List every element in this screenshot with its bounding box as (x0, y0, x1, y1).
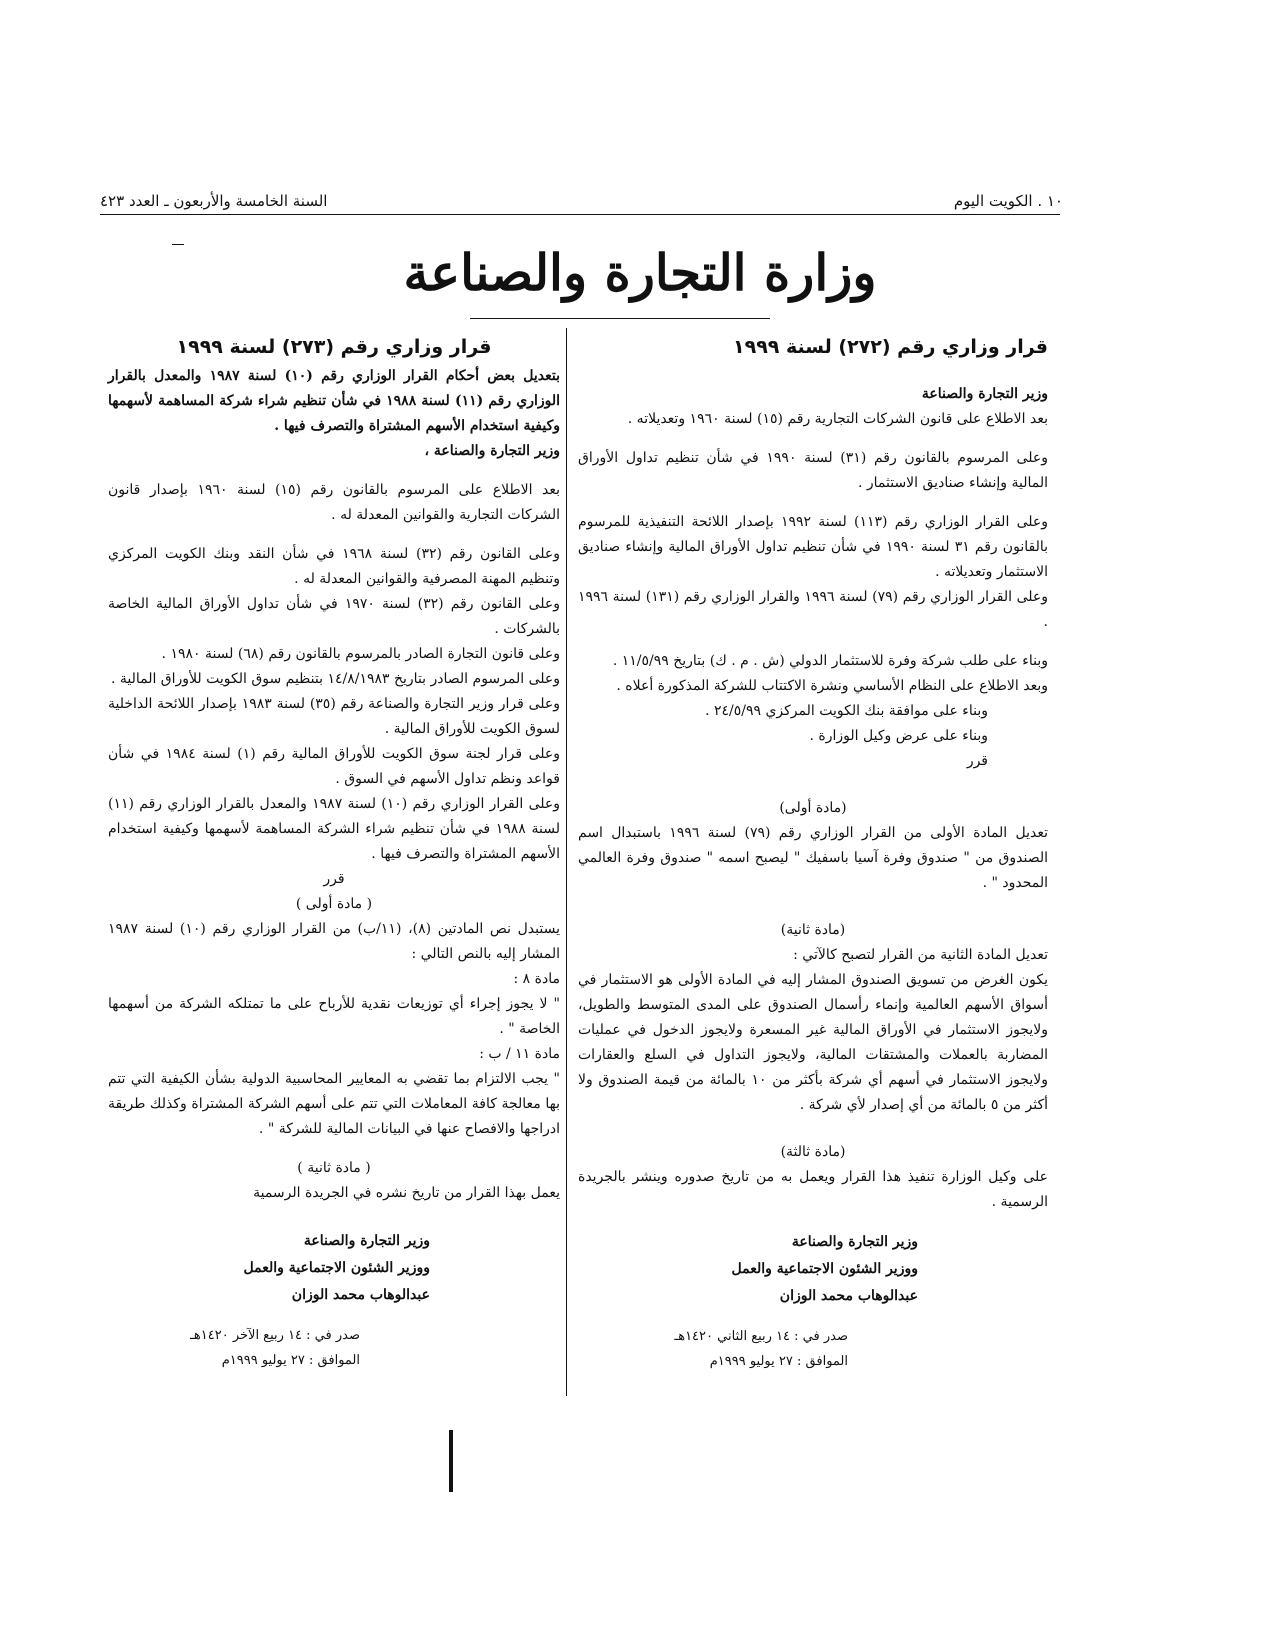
decree-272-decided: قرر (966, 753, 988, 769)
decree-273-article-11b: " يجب الالتزام بما تقضي به المعايير المحاسبية الدولية بشأن الكيفية التي تتم بها معالجة كافة المعاملات التي تتم على أسهم الشركة المشتراة وكذلك طريقة ادراجها والافصاح عنها في البيانات المالية للشركة " . (108, 1071, 560, 1137)
decree-273-signature-line-1: وزير التجارة والصناعة (303, 1233, 430, 1249)
gazette-page-header: ١٠ . الكويت اليوم (953, 192, 1063, 210)
margin-tick (172, 244, 184, 245)
decree-272-minister: وزير التجارة والصناعة (921, 386, 1048, 402)
decree-272-issue-date: صدر في : ١٤ ربيع الثاني ١٤٢٠هـ (674, 1329, 848, 1344)
decree-273-recital-7: وعلى قرار لجنة سوق الكويت للأوراق المالية رقم (١) لسنة ١٩٨٤ في شأن قواعد ونظم تداول الأسهم في السوق . (108, 746, 561, 787)
decree-273-signature-line-2: ووزير الشئون الاجتماعية والعمل (243, 1260, 430, 1276)
decree-273-recital-2: وعلى القانون رقم (٣٢) لسنة ١٩٦٨ في شأن النقد وبنك الكويت المركزي وتنظيم المهنة المصرفية والقوانين المعدلة له . (108, 546, 560, 587)
decree-273-recital-4: وعلى قانون التجارة الصادر بالمرسوم بالقانون رقم (٦٨) لسنة ١٩٨٠ . (161, 646, 560, 662)
decree-273-article-8: " لا يجوز إجراء أي توزيعات نقدية للأرباح على ما تمتلكه الشركة من أسهمها الخاصة " . (108, 996, 560, 1037)
decree-273-subtitle: بتعديل بعض أحكام القرار الوزاري رقم (١٠) لسنة ١٩٨٧ والمعدل بالقرار الوزاري رقم (١١) لسنة ١٩٨٨ في شأن تنظيم شراء شركة المساهمة لأسهمها وكيفية استخدام الأسهم المشتراة والتصرف فيها . (108, 368, 560, 434)
decree-272-recital-8: وبناء على عرض وكيل الوزارة . (809, 728, 988, 744)
decree-272-signature-line-1: وزير التجارة والصناعة (791, 1234, 918, 1250)
decree-272-recital-7: وبناء على موافقة بنك الكويت المركزي ٢٤/٥/٩٩ . (705, 703, 988, 719)
decree-272-title: قرار وزاري رقم (٢٧٢) لسنة ١٩٩٩ (733, 336, 1048, 358)
decree-272-article-2-heading: (مادة ثانية) (780, 922, 846, 938)
decree-272-article-1: تعديل المادة الأولى من القرار الوزاري رقم (٧٩) لسنة ١٩٩٦ باستبدال اسم الصندوق من " صندوق وفرة آسيا باسفيك " ليصبح اسمه " صندوق وفرة العالمي المحدود " . (578, 825, 1049, 891)
decree-272-recital-2: وعلى المرسوم بالقانون رقم (٣١) لسنة ١٩٩٠ في شأن تنظيم تداول الأوراق المالية وإنشاء صناديق الاستثمار . (578, 450, 1048, 491)
decree-272-gregorian-date: الموافق : ٢٧ يوليو ١٩٩٩م (709, 1354, 848, 1369)
decree-272-article-1-heading: (مادة أولى) (779, 800, 847, 816)
decree-272-recital-4: وعلى القرار الوزاري رقم (٧٩) لسنة ١٩٩٦ والقرار الوزاري رقم (١٣١) لسنة ١٩٩٦ . (578, 589, 1048, 630)
decree-272-article-2: يكون الغرض من تسويق الصندوق المشار إليه في المادة الأولى هو الاستثمار في أسواق الأسهم العالمية وإنماء رأسمال الصندوق على المدى المتوسط والطويل، ولايجوز الاستثمار في الأوراق المالية غير المسعرة ولايجوز الدخول في عمليات المضاربة بالعملات والمشتقات المالية، ولايجوز التداول في السلع والعقارات ولايجوز الاستثمار في أسهم أي شركة بأكثر من ١٠ بالمائة من قيمة الصندوق ولا أكثر من ٥ بالمائة من أي إصدار لأي شركة . (578, 972, 1048, 1113)
masthead-rule (470, 318, 770, 319)
masthead-title: وزارة التجارة والصناعة (403, 243, 877, 302)
decree-272-article-3: على وكيل الوزارة تنفيذ هذا القرار ويعمل به من تاريخ صدوره وينشر بالجريدة الرسمية . (578, 1169, 1048, 1210)
decree-272-recital-5: وبناء على طلب شركة وفرة للاستثمار الدولي (ش . م . ك) بتاريخ ١١/٥/٩٩ . (612, 653, 1048, 669)
decree-272-signature (578, 1229, 1048, 1310)
ministry-masthead (380, 238, 900, 318)
decree-272-article-2-intro: تعديل المادة الثانية من القرار لتصبح كالآتي : (793, 947, 1048, 963)
decree-273-article-1: يستبدل نص المادتين (٨)، (١١/ب) من القرار الوزاري رقم (١٠) لسنة ١٩٨٧ المشار إليه بالنص التالي : (108, 921, 560, 962)
decree-273-title: قرار وزاري رقم (٢٧٣) لسنة ١٩٩٩ (176, 336, 492, 358)
decree-272-signature-line-2: ووزير الشئون الاجتماعية والعمل (731, 1261, 918, 1277)
header-rule (100, 214, 1060, 215)
decree-273-article-2: يعمل بهذا القرار من تاريخ نشره في الجريدة الرسمية (253, 1185, 560, 1201)
decree-273-minister: وزير التجارة والصناعة ، (424, 443, 560, 459)
decree-273-recital-6: وعلى قرار وزير التجارة والصناعة رقم (٣٥) لسنة ١٩٨٣ بإصدار اللائحة الداخلية لسوق الكويت للأوراق المالية . (108, 696, 560, 737)
decree-273-recital-3: وعلى القانون رقم (٣٢) لسنة ١٩٧٠ في شأن تداول الأوراق المالية الخاصة بالشركات . (108, 596, 560, 637)
decree-272-column (578, 330, 1048, 1374)
issue-header: السنة الخامسة والأربعون ـ العدد ٤٢٣ (100, 192, 328, 210)
decree-272-article-3-heading: (مادة ثالثة) (780, 1144, 846, 1160)
decree-273-column (108, 330, 560, 1373)
scan-margin-mark (449, 1430, 453, 1492)
decree-272-recital-1: بعد الاطلاع على قانون الشركات التجارية رقم (١٥) لسنة ١٩٦٠ وتعديلاته . (627, 411, 1048, 427)
decree-272-dates (578, 1324, 1048, 1374)
decree-273-signature-line-3: عبدالوهاب محمد الوزان (291, 1287, 430, 1303)
decree-272-recital-6: وبعد الاطلاع على النظام الأساسي ونشرة الاكتتاب للشركة المذكورة أعلاه . (616, 678, 1048, 694)
decree-273-recital-5: وعلى المرسوم الصادر بتاريخ ١٤/٨/١٩٨٣ بتنظيم سوق الكويت للأوراق المالية . (110, 671, 560, 687)
decree-273-article-11b-label: مادة ١١ / ب : (479, 1046, 560, 1062)
decree-272-recital-3: وعلى القرار الوزاري رقم (١١٣) لسنة ١٩٩٢ بإصدار اللائحة التنفيذية للمرسوم بالقانون رقم ٣١ لسنة ١٩٩٠ في شأن تنظيم تداول الأوراق المالية وإنشاء صناديق الاستثمار وتعديلاته . (578, 514, 1048, 580)
decree-273-signature (108, 1228, 560, 1309)
decree-273-gregorian-date: الموافق : ٢٧ يوليو ١٩٩٩م (221, 1353, 360, 1368)
decree-273-article-8-label: مادة ٨ : (513, 971, 560, 987)
decree-272-signature-line-3: عبدالوهاب محمد الوزان (779, 1288, 918, 1304)
decree-273-dates (108, 1323, 560, 1373)
decree-273-article-2-heading: ( مادة ثانية ) (297, 1160, 371, 1176)
decree-273-recital-1: بعد الاطلاع على المرسوم بالقانون رقم (١٥) لسنة ١٩٦٠ بإصدار قانون الشركات التجارية والقوانين المعدلة له . (108, 482, 560, 523)
decree-273-recital-8: وعلى القرار الوزاري رقم (١٠) لسنة ١٩٨٧ والمعدل بالقرار الوزاري رقم (١١) لسنة ١٩٨٨ في شأن تنظيم شراء الشركة المساهمة لأسهمها وكيفية استخدام الأسهم المشتراة والتصرف فيها . (108, 796, 560, 862)
decree-273-article-1-heading: ( مادة أولى ) (295, 896, 373, 912)
decree-273-issue-date: صدر في : ١٤ ربيع الآخر ١٤٢٠هـ (190, 1328, 360, 1343)
column-divider (566, 328, 567, 1396)
decree-273-decided: قرر (323, 871, 345, 887)
